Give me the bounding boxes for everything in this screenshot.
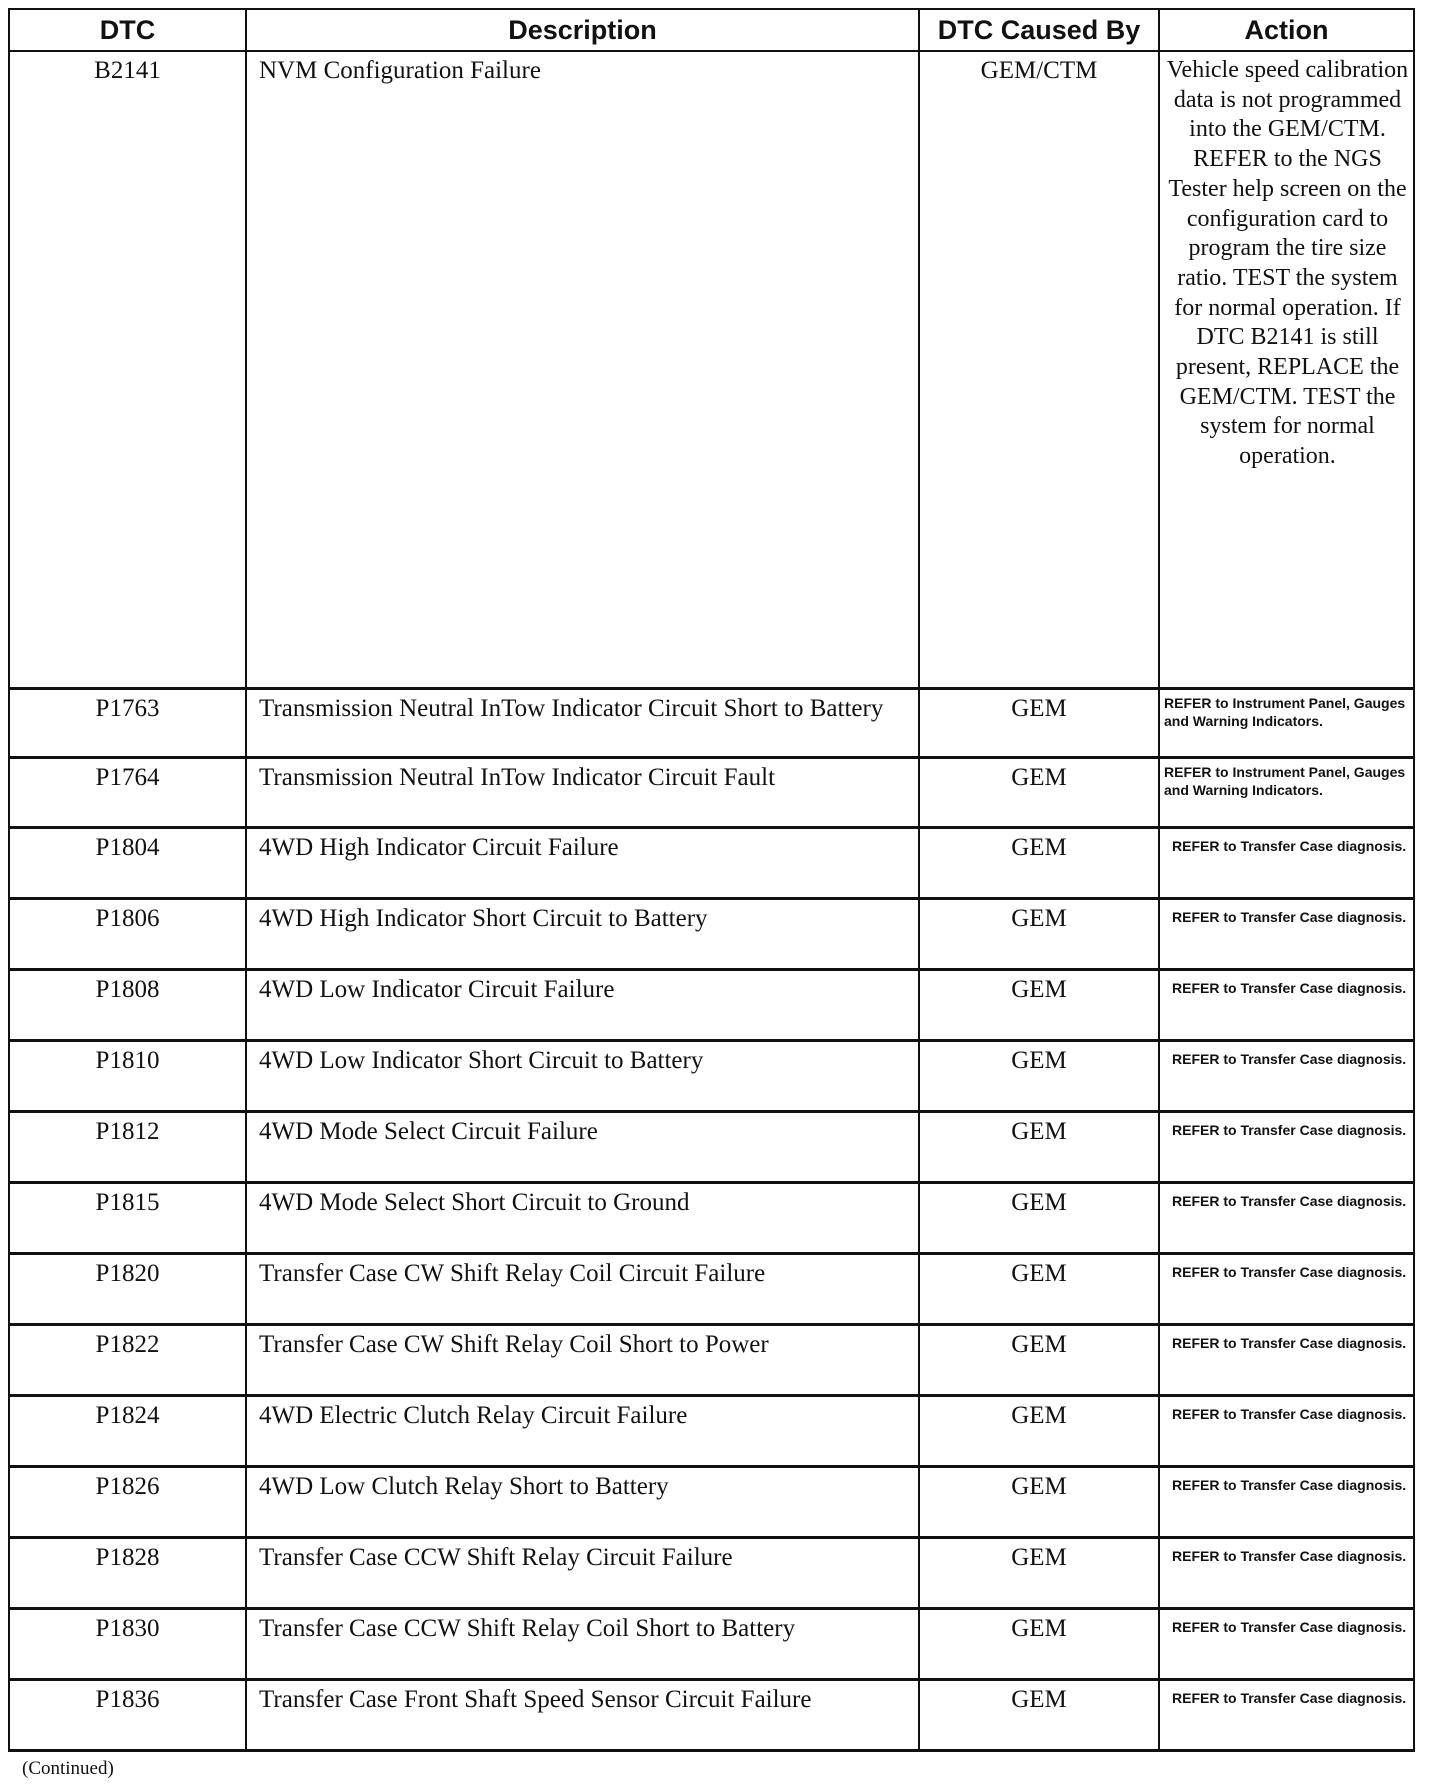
dtc-description: 4WD Low Indicator Circuit Failure [246,969,919,1040]
dtc-description: Transfer Case CCW Shift Relay Circuit Failure [246,1537,919,1608]
table-row [9,1253,1414,1324]
dtc-code: P1764 [9,757,246,827]
table-row [9,1395,1414,1466]
table-row [9,757,1414,827]
dtc-action: Vehicle speed calibration data is not programmed into the GEM/CTM. REFER to the NGS Tester help screen on the configuration card to program the tire size ratio. TEST the system for normal operation. If DTC B2141 is still present, REPLACE the GEM/CTM. TEST the system for normal operation. [1159,51,1414,688]
dtc-caused-by: GEM [919,1537,1159,1608]
dtc-action: REFER to Transfer Case diagnosis. [1159,827,1414,898]
table-row [9,1040,1414,1111]
dtc-action: REFER to Transfer Case diagnosis. [1159,898,1414,969]
dtc-action: REFER to Transfer Case diagnosis. [1159,1679,1414,1750]
table-row [9,1679,1414,1750]
dtc-description: Transfer Case CW Shift Relay Coil Circuit Failure [246,1253,919,1324]
dtc-code: P1806 [9,898,246,969]
dtc-caused-by: GEM [919,827,1159,898]
table-row [9,1466,1414,1537]
dtc-caused-by: GEM [919,1324,1159,1395]
table-row [9,1111,1414,1182]
dtc-action: REFER to Transfer Case diagnosis. [1159,1111,1414,1182]
dtc-caused-by: GEM [919,1395,1159,1466]
dtc-description: Transmission Neutral InTow Indicator Circuit Fault [246,757,919,827]
dtc-action: REFER to Transfer Case diagnosis. [1159,1608,1414,1679]
dtc-code: P1808 [9,969,246,1040]
dtc-description: 4WD Mode Select Short Circuit to Ground [246,1182,919,1253]
dtc-action: REFER to Instrument Panel, Gauges and Warning Indicators. [1159,757,1414,827]
dtc-action: REFER to Transfer Case diagnosis. [1159,1253,1414,1324]
dtc-code: P1815 [9,1182,246,1253]
dtc-caused-by: GEM [919,1253,1159,1324]
dtc-caused-by: GEM [919,969,1159,1040]
table-row [9,827,1414,898]
dtc-code: P1830 [9,1608,246,1679]
dtc-code: P1804 [9,827,246,898]
header-row [9,9,1414,51]
continued-note: (Continued) [22,1758,114,1779]
dtc-description: 4WD Low Clutch Relay Short to Battery [246,1466,919,1537]
dtc-action: REFER to Transfer Case diagnosis. [1159,1182,1414,1253]
header-caused-by: DTC Caused By [919,9,1159,51]
dtc-caused-by: GEM [919,1182,1159,1253]
table-row [9,688,1414,757]
table-row [9,1537,1414,1608]
dtc-caused-by: GEM [919,1040,1159,1111]
dtc-code: P1828 [9,1537,246,1608]
dtc-description: 4WD High Indicator Short Circuit to Battery [246,898,919,969]
dtc-caused-by: GEM [919,757,1159,827]
dtc-description: 4WD Low Indicator Short Circuit to Battery [246,1040,919,1111]
dtc-action: REFER to Instrument Panel, Gauges and Warning Indicators. [1159,688,1414,757]
dtc-description: 4WD High Indicator Circuit Failure [246,827,919,898]
dtc-caused-by: GEM [919,1466,1159,1537]
dtc-code: P1826 [9,1466,246,1537]
dtc-code: B2141 [9,51,246,688]
dtc-caused-by: GEM [919,1679,1159,1750]
dtc-code: P1822 [9,1324,246,1395]
dtc-description: 4WD Electric Clutch Relay Circuit Failure [246,1395,919,1466]
dtc-code: P1763 [9,688,246,757]
dtc-description: Transfer Case Front Shaft Speed Sensor Circuit Failure [246,1679,919,1750]
table-row [9,51,1414,688]
table-row [9,1182,1414,1253]
dtc-caused-by: GEM [919,898,1159,969]
dtc-action: REFER to Transfer Case diagnosis. [1159,1466,1414,1537]
dtc-action: REFER to Transfer Case diagnosis. [1159,1395,1414,1466]
dtc-code: P1824 [9,1395,246,1466]
dtc-description: 4WD Mode Select Circuit Failure [246,1111,919,1182]
dtc-action: REFER to Transfer Case diagnosis. [1159,969,1414,1040]
dtc-caused-by: GEM/CTM [919,51,1159,688]
table-row [9,969,1414,1040]
document-page [8,8,1413,1752]
dtc-action: REFER to Transfer Case diagnosis. [1159,1537,1414,1608]
dtc-table [8,8,1415,1752]
dtc-description: Transmission Neutral InTow Indicator Circuit Short to Battery [246,688,919,757]
table-row [9,1324,1414,1395]
header-action: Action [1159,9,1414,51]
dtc-caused-by: GEM [919,1608,1159,1679]
dtc-description: Transfer Case CCW Shift Relay Coil Short to Battery [246,1608,919,1679]
dtc-description: NVM Configuration Failure [246,51,919,688]
dtc-description: Transfer Case CW Shift Relay Coil Short to Power [246,1324,919,1395]
dtc-code: P1836 [9,1679,246,1750]
header-dtc: DTC [9,9,246,51]
header-description: Description [246,9,919,51]
table-row [9,1608,1414,1679]
dtc-code: P1820 [9,1253,246,1324]
dtc-caused-by: GEM [919,1111,1159,1182]
table-row [9,898,1414,969]
dtc-code: P1812 [9,1111,246,1182]
dtc-code: P1810 [9,1040,246,1111]
dtc-action: REFER to Transfer Case diagnosis. [1159,1324,1414,1395]
dtc-action: REFER to Transfer Case diagnosis. [1159,1040,1414,1111]
dtc-caused-by: GEM [919,688,1159,757]
